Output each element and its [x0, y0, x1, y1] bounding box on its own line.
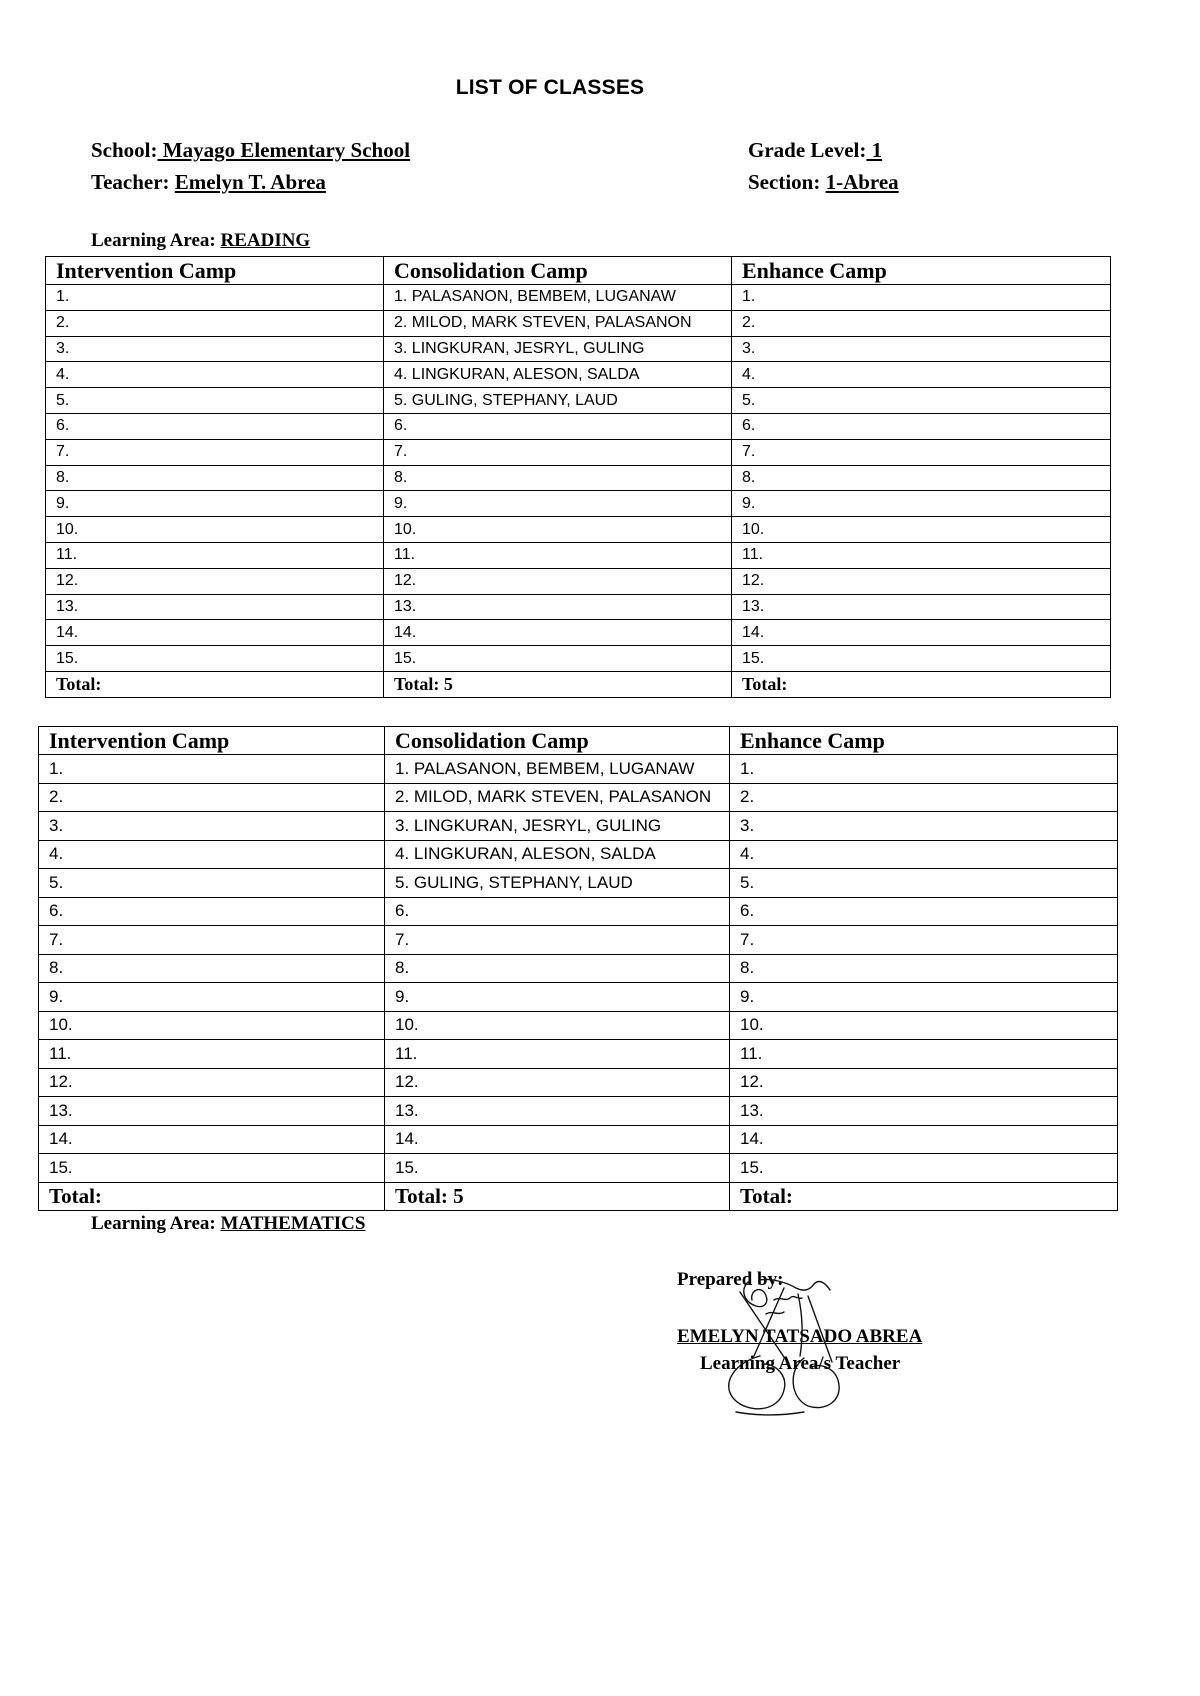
- cell-intervention: 14.: [46, 620, 384, 646]
- table-row: [46, 362, 1111, 388]
- cell-enhance: 13.: [732, 594, 1111, 620]
- learning-area-label: Learning Area:: [91, 230, 216, 251]
- reading-camp-table: [45, 256, 1111, 698]
- cell-intervention: 3.: [46, 336, 384, 362]
- table-row: [46, 568, 1111, 594]
- table-row: [39, 983, 1118, 1012]
- cell-intervention: 14.: [39, 1125, 385, 1154]
- learning-area-value: MATHEMATICS: [220, 1213, 366, 1234]
- cell-consolidation: 14.: [384, 620, 732, 646]
- cell-intervention: 2.: [46, 310, 384, 336]
- cell-consolidation: 12.: [384, 568, 732, 594]
- learning-area-reading: [91, 230, 310, 252]
- table-row: [46, 465, 1111, 491]
- cell-enhance: 14.: [732, 620, 1111, 646]
- total-enhance: Total:: [730, 1182, 1118, 1211]
- cell-consolidation: 9.: [385, 983, 730, 1012]
- cell-enhance: 1.: [730, 755, 1118, 784]
- grade-value: 1: [866, 138, 883, 162]
- cell-consolidation: 6.: [384, 413, 732, 439]
- table-row: [46, 310, 1111, 336]
- cell-enhance: 2.: [730, 783, 1118, 812]
- teacher-line: [91, 170, 326, 195]
- grade-line: [748, 138, 882, 163]
- section-line: [748, 170, 899, 195]
- table-row: [46, 285, 1111, 311]
- cell-intervention: 9.: [39, 983, 385, 1012]
- cell-consolidation: 1. PALASANON, BEMBEM, LUGANAW: [385, 755, 730, 784]
- cell-enhance: 13.: [730, 1097, 1118, 1126]
- cell-consolidation: 11.: [385, 1040, 730, 1069]
- table-row: [39, 926, 1118, 955]
- cell-enhance: 8.: [732, 465, 1111, 491]
- table-header-row: [46, 257, 1111, 285]
- table-row: [46, 491, 1111, 517]
- cell-enhance: 9.: [730, 983, 1118, 1012]
- cell-enhance: 1.: [732, 285, 1111, 311]
- table-row: [39, 1068, 1118, 1097]
- cell-consolidation: 11.: [384, 542, 732, 568]
- table-row: [39, 897, 1118, 926]
- table-header-row: [39, 727, 1118, 755]
- table-row: [39, 783, 1118, 812]
- table-row: [39, 954, 1118, 983]
- table-row: [46, 439, 1111, 465]
- cell-enhance: 12.: [730, 1068, 1118, 1097]
- cell-consolidation: 8.: [385, 954, 730, 983]
- table-body: [39, 755, 1118, 1211]
- table-row: [39, 1154, 1118, 1183]
- table-row: [39, 1125, 1118, 1154]
- cell-consolidation: 5. GULING, STEPHANY, LAUD: [384, 388, 732, 414]
- cell-enhance: 10.: [730, 1011, 1118, 1040]
- cell-intervention: 5.: [46, 388, 384, 414]
- cell-intervention: 15.: [46, 646, 384, 672]
- cell-consolidation: 2. MILOD, MARK STEVEN, PALASANON: [385, 783, 730, 812]
- column-header-enhance: Enhance Camp: [730, 727, 1118, 755]
- cell-intervention: 12.: [39, 1068, 385, 1097]
- table-row: [39, 869, 1118, 898]
- cell-intervention: 11.: [46, 542, 384, 568]
- cell-intervention: 8.: [39, 954, 385, 983]
- cell-consolidation: 3. LINGKURAN, JESRYL, GULING: [384, 336, 732, 362]
- preparer-name: EMELYN TATSADO ABREA: [677, 1326, 923, 1347]
- cell-intervention: 13.: [46, 594, 384, 620]
- cell-intervention: 5.: [39, 869, 385, 898]
- total-row: [39, 1182, 1118, 1211]
- school-label: School:: [91, 138, 158, 162]
- cell-enhance: 3.: [732, 336, 1111, 362]
- column-header-intervention: Intervention Camp: [46, 257, 384, 285]
- table-row: [46, 517, 1111, 543]
- cell-intervention: 9.: [46, 491, 384, 517]
- total-enhance: Total:: [732, 671, 1111, 697]
- cell-enhance: 10.: [732, 517, 1111, 543]
- table-row: [39, 1097, 1118, 1126]
- table-row: [46, 620, 1111, 646]
- table-row: [39, 840, 1118, 869]
- learning-area-label: Learning Area:: [91, 1213, 216, 1234]
- total-intervention: Total:: [46, 671, 384, 697]
- cell-enhance: 6.: [730, 897, 1118, 926]
- table-row: [46, 646, 1111, 672]
- total-row: [46, 671, 1111, 697]
- page-title: LIST OF CLASSES: [455, 76, 645, 99]
- column-header-consolidation: Consolidation Camp: [384, 257, 732, 285]
- cell-consolidation: 13.: [385, 1097, 730, 1126]
- cell-enhance: 11.: [730, 1040, 1118, 1069]
- table-row: [39, 812, 1118, 841]
- cell-enhance: 14.: [730, 1125, 1118, 1154]
- cell-consolidation: 4. LINGKURAN, ALESON, SALDA: [384, 362, 732, 388]
- cell-intervention: 6.: [39, 897, 385, 926]
- table-row: [46, 336, 1111, 362]
- table-header: [39, 727, 1118, 755]
- total-intervention: Total:: [39, 1182, 385, 1211]
- cell-intervention: 4.: [46, 362, 384, 388]
- cell-intervention: 7.: [46, 439, 384, 465]
- cell-enhance: 15.: [732, 646, 1111, 672]
- teacher-label: Teacher:: [91, 170, 170, 194]
- cell-enhance: 8.: [730, 954, 1118, 983]
- cell-consolidation: 15.: [384, 646, 732, 672]
- cell-intervention: 6.: [46, 413, 384, 439]
- cell-enhance: 4.: [732, 362, 1111, 388]
- cell-intervention: 1.: [39, 755, 385, 784]
- cell-enhance: 5.: [732, 388, 1111, 414]
- cell-consolidation: 5. GULING, STEPHANY, LAUD: [385, 869, 730, 898]
- cell-consolidation: 14.: [385, 1125, 730, 1154]
- table-row: [39, 755, 1118, 784]
- mathematics-camp-table: [38, 726, 1118, 1211]
- cell-enhance: 11.: [732, 542, 1111, 568]
- table-row: [46, 542, 1111, 568]
- cell-consolidation: 7.: [385, 926, 730, 955]
- cell-consolidation: 10.: [385, 1011, 730, 1040]
- cell-consolidation: 1. PALASANON, BEMBEM, LUGANAW: [384, 285, 732, 311]
- school-value: Mayago Elementary School: [157, 138, 411, 162]
- cell-consolidation: 7.: [384, 439, 732, 465]
- cell-intervention: 10.: [46, 517, 384, 543]
- table-row: [46, 388, 1111, 414]
- cell-intervention: 7.: [39, 926, 385, 955]
- total-consolidation: Total: 5: [384, 671, 732, 697]
- learning-area-value: READING: [220, 230, 311, 251]
- table-row: [46, 594, 1111, 620]
- table-header: [46, 257, 1111, 285]
- cell-intervention: 13.: [39, 1097, 385, 1126]
- cell-intervention: 3.: [39, 812, 385, 841]
- cell-enhance: 6.: [732, 413, 1111, 439]
- section-value: 1-Abrea: [825, 170, 899, 194]
- cell-enhance: 7.: [730, 926, 1118, 955]
- column-header-enhance: Enhance Camp: [732, 257, 1111, 285]
- cell-consolidation: 9.: [384, 491, 732, 517]
- cell-consolidation: 6.: [385, 897, 730, 926]
- cell-consolidation: 4. LINGKURAN, ALESON, SALDA: [385, 840, 730, 869]
- prepared-by-label: Prepared by:: [677, 1269, 784, 1290]
- preparer-role: Learning Area/s Teacher: [700, 1353, 901, 1374]
- cell-enhance: 15.: [730, 1154, 1118, 1183]
- cell-enhance: 2.: [732, 310, 1111, 336]
- cell-consolidation: 8.: [384, 465, 732, 491]
- cell-intervention: 11.: [39, 1040, 385, 1069]
- cell-consolidation: 12.: [385, 1068, 730, 1097]
- cell-consolidation: 10.: [384, 517, 732, 543]
- cell-enhance: 7.: [732, 439, 1111, 465]
- cell-enhance: 5.: [730, 869, 1118, 898]
- cell-enhance: 3.: [730, 812, 1118, 841]
- cell-consolidation: 3. LINGKURAN, JESRYL, GULING: [385, 812, 730, 841]
- cell-intervention: 1.: [46, 285, 384, 311]
- table-row: [39, 1011, 1118, 1040]
- cell-enhance: 9.: [732, 491, 1111, 517]
- cell-enhance: 12.: [732, 568, 1111, 594]
- cell-intervention: 8.: [46, 465, 384, 491]
- column-header-intervention: Intervention Camp: [39, 727, 385, 755]
- cell-intervention: 15.: [39, 1154, 385, 1183]
- table-row: [39, 1040, 1118, 1069]
- cell-intervention: 2.: [39, 783, 385, 812]
- school-line: [91, 138, 410, 163]
- learning-area-mathematics: [91, 1213, 365, 1235]
- grade-label: Grade Level:: [748, 138, 867, 162]
- cell-intervention: 10.: [39, 1011, 385, 1040]
- cell-intervention: 4.: [39, 840, 385, 869]
- section-label: Section:: [748, 170, 821, 194]
- cell-intervention: 12.: [46, 568, 384, 594]
- cell-enhance: 4.: [730, 840, 1118, 869]
- cell-consolidation: 2. MILOD, MARK STEVEN, PALASANON: [384, 310, 732, 336]
- cell-consolidation: 15.: [385, 1154, 730, 1183]
- table-body: [46, 285, 1111, 698]
- cell-consolidation: 13.: [384, 594, 732, 620]
- teacher-value: Emelyn T. Abrea: [174, 170, 326, 194]
- signature-scribble: [700, 1272, 870, 1422]
- total-consolidation: Total: 5: [385, 1182, 730, 1211]
- column-header-consolidation: Consolidation Camp: [385, 727, 730, 755]
- table-row: [46, 413, 1111, 439]
